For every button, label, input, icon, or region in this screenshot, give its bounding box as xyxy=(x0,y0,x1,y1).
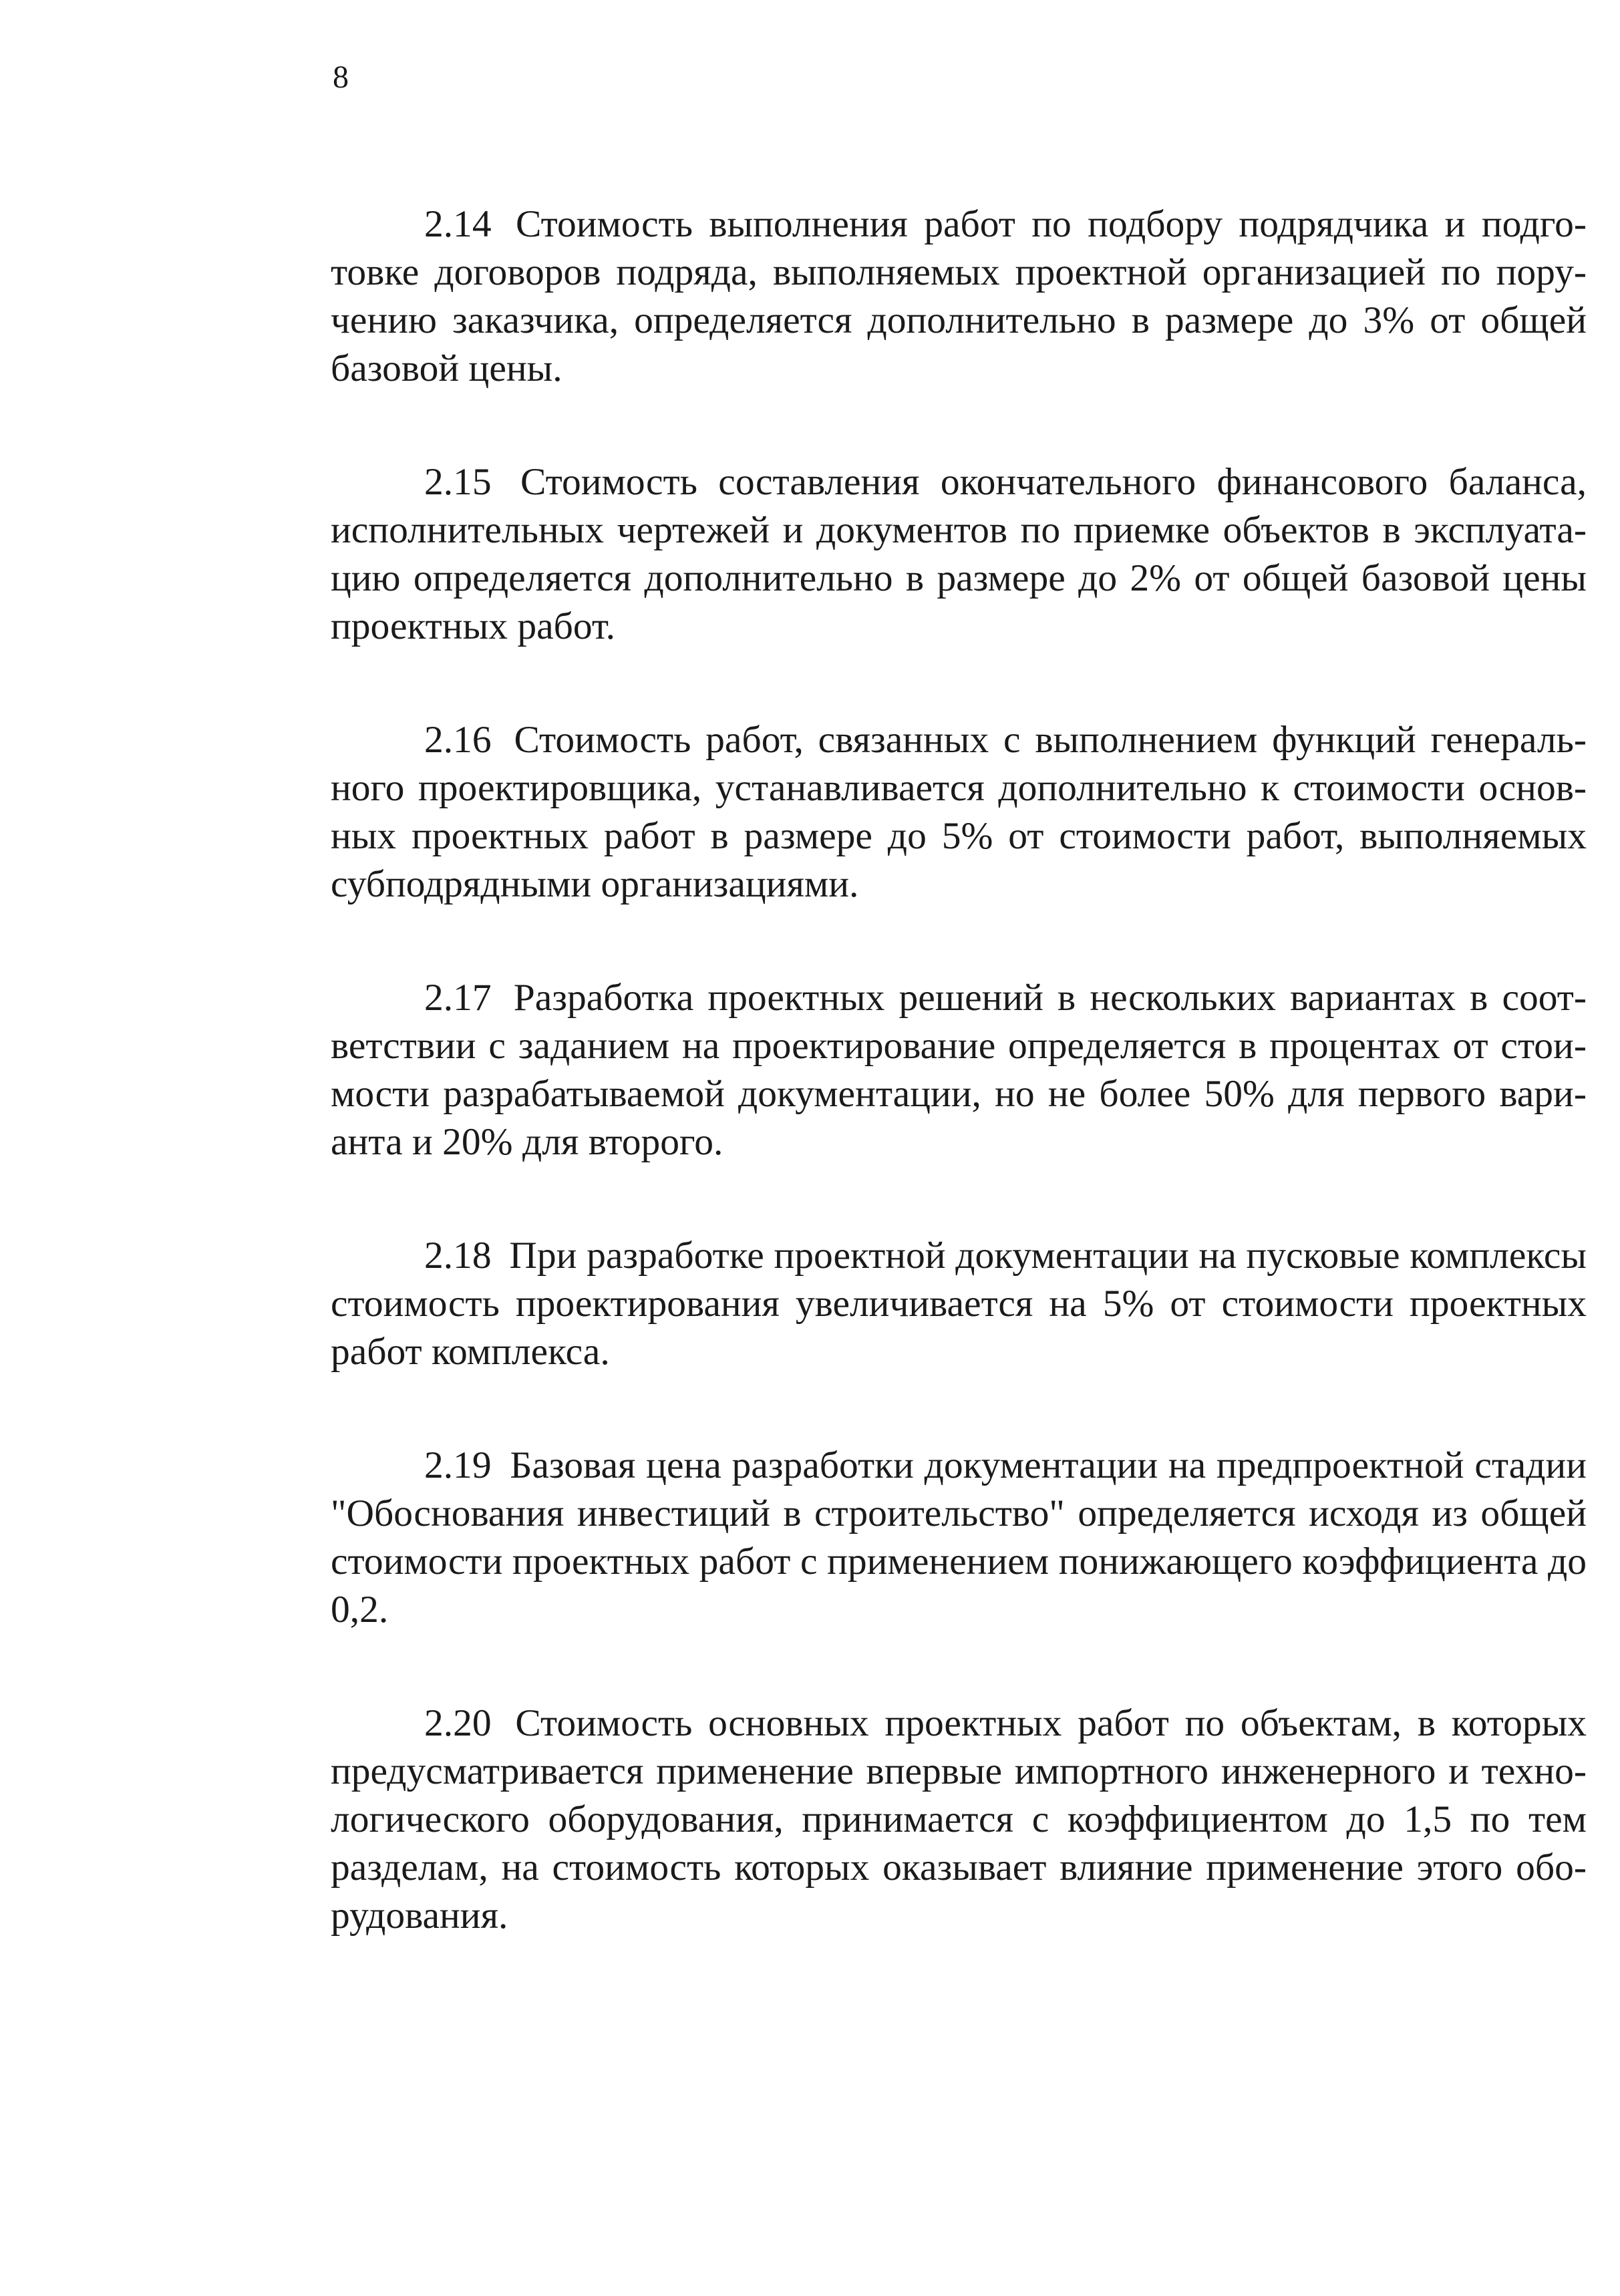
clause-number: 2.18 xyxy=(424,1235,492,1277)
clause-text: Стоимость основных проектных работ по объектам, в которых предусматривается применение впервые импортного инженерного и технологического оборудования, принимается с коэффициентом до 1,5 по тем разделам, на стоимость которых оказывает влияние применение этого оборудования. xyxy=(331,1702,1587,1937)
clause-number: 2.17 xyxy=(424,977,492,1019)
page-number: 8 xyxy=(333,59,349,95)
clause-number: 2.14 xyxy=(424,203,492,245)
clause-text: Стоимость выполнения работ по подбору подрядчика и подготовке договоров подряда, выполняемых проектной организацией по поручению заказчика, определяется дополнительно в размере до 3% от общей базовой цены. xyxy=(331,203,1587,389)
clause-2-20 xyxy=(331,1699,1587,1940)
clause-number: 2.19 xyxy=(424,1444,492,1486)
clause-number: 2.16 xyxy=(424,719,492,761)
clause-2-19 xyxy=(331,1442,1587,1634)
clause-text: Разработка проектных решений в нескольких вариантах в соответствии с заданием на проектирование определяется в процентах от стоимости разрабатываемой документации, но не более 50% для первого варианта и 20% для второго. xyxy=(331,977,1587,1163)
clause-text: Стоимость составления окончательного финансового баланса, исполнительных чертежей и документов по приемке объектов в эксплуатацию определяется дополнительно в размере до 2% от общей базовой цены проектных работ. xyxy=(331,461,1587,647)
clause-list xyxy=(331,200,1587,2005)
clause-text: Базовая цена разработки документации на предпроектной стадии "Обоснования инвестиций в строительство" определяется исходя из общей стоимости проектных работ с применением понижающего коэффициента до 0,2. xyxy=(331,1444,1587,1631)
clause-2-14 xyxy=(331,200,1587,393)
clause-2-16 xyxy=(331,716,1587,909)
clause-2-15 xyxy=(331,458,1587,651)
clause-number: 2.20 xyxy=(424,1702,492,1744)
clause-2-17 xyxy=(331,974,1587,1166)
clause-text: При разработке проектной документации на пусковые комплексы стоимость проектирования увеличивается на 5% от стоимости проектных работ комплекса. xyxy=(331,1235,1587,1373)
clause-2-18 xyxy=(331,1232,1587,1376)
clause-text: Стоимость работ, связанных с выполнением функций генерального проектировщика, устанавливается дополнительно к стоимости основных проектных работ в размере до 5% от стоимости работ, выполняемых субподрядными организациями. xyxy=(331,719,1587,905)
clause-number: 2.15 xyxy=(424,461,492,503)
